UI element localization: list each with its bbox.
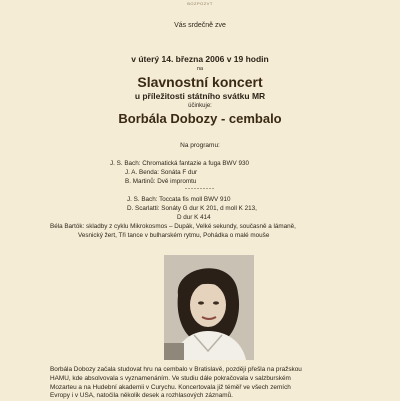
performer-name: Borbála Dobozy - cembalo [118,111,282,126]
bio-line: Mozarteu a na Hudební akademii v Curychu. Koncertovala již téměř ve všech zemích [50,383,291,391]
program-heading: Na programu: [180,142,220,149]
program-item: D dur K 414 [177,214,211,221]
performer-label: účinkuje: [188,103,212,109]
bio-line: Borbála Dobozy začala studovat hru na cembalo v Bratislavě, později přešla na pražskou [50,366,302,373]
concert-date: v úterý 14. března 2006 v 19 hodin [131,54,269,64]
invite-line: Vás srdečně zve [174,22,226,29]
concert-title: Slavnostní koncert [137,74,263,90]
program-item: J. A. Benda: Sonáta F dur [125,169,198,176]
portrait-photo-icon [164,255,254,360]
performer-photo [164,255,254,360]
program-item: J. S. Bach: Toccata fis moll BWV 910 [127,196,231,203]
program-item: Vesnický žert, Tři tance v bulharském rytmu, Pohádka o malé mouše [78,232,270,239]
program-item: B. Martinů: Dvě impromtu [125,178,197,185]
program-item: Béla Bartók: skladby z cyklu Mikrokosmos – Dupák, Velké sekundy, současně a lámaně, [50,223,296,230]
bio-line: Evropy i v USA, natočila několik desek a rozhlasových záznamů. [50,392,233,400]
concert-subtitle: u příležitosti státního svátku MR [134,91,266,101]
program-item: D. Scarlatti: Sonáty G dur K 201, d moll K 213, [127,205,257,212]
biography [50,366,355,401]
bio-line: HAMU, kde absolvovala s vyznamenáním. Ve studiu dále pokračovala v salzburském [50,374,291,382]
na-label: na [196,66,204,72]
program-separator: ---------- [185,186,215,192]
top-mark: BOZPOZVT [187,1,213,6]
program-item: J. S. Bach: Chromatická fantazie a fuga BWV 930 [110,160,249,167]
